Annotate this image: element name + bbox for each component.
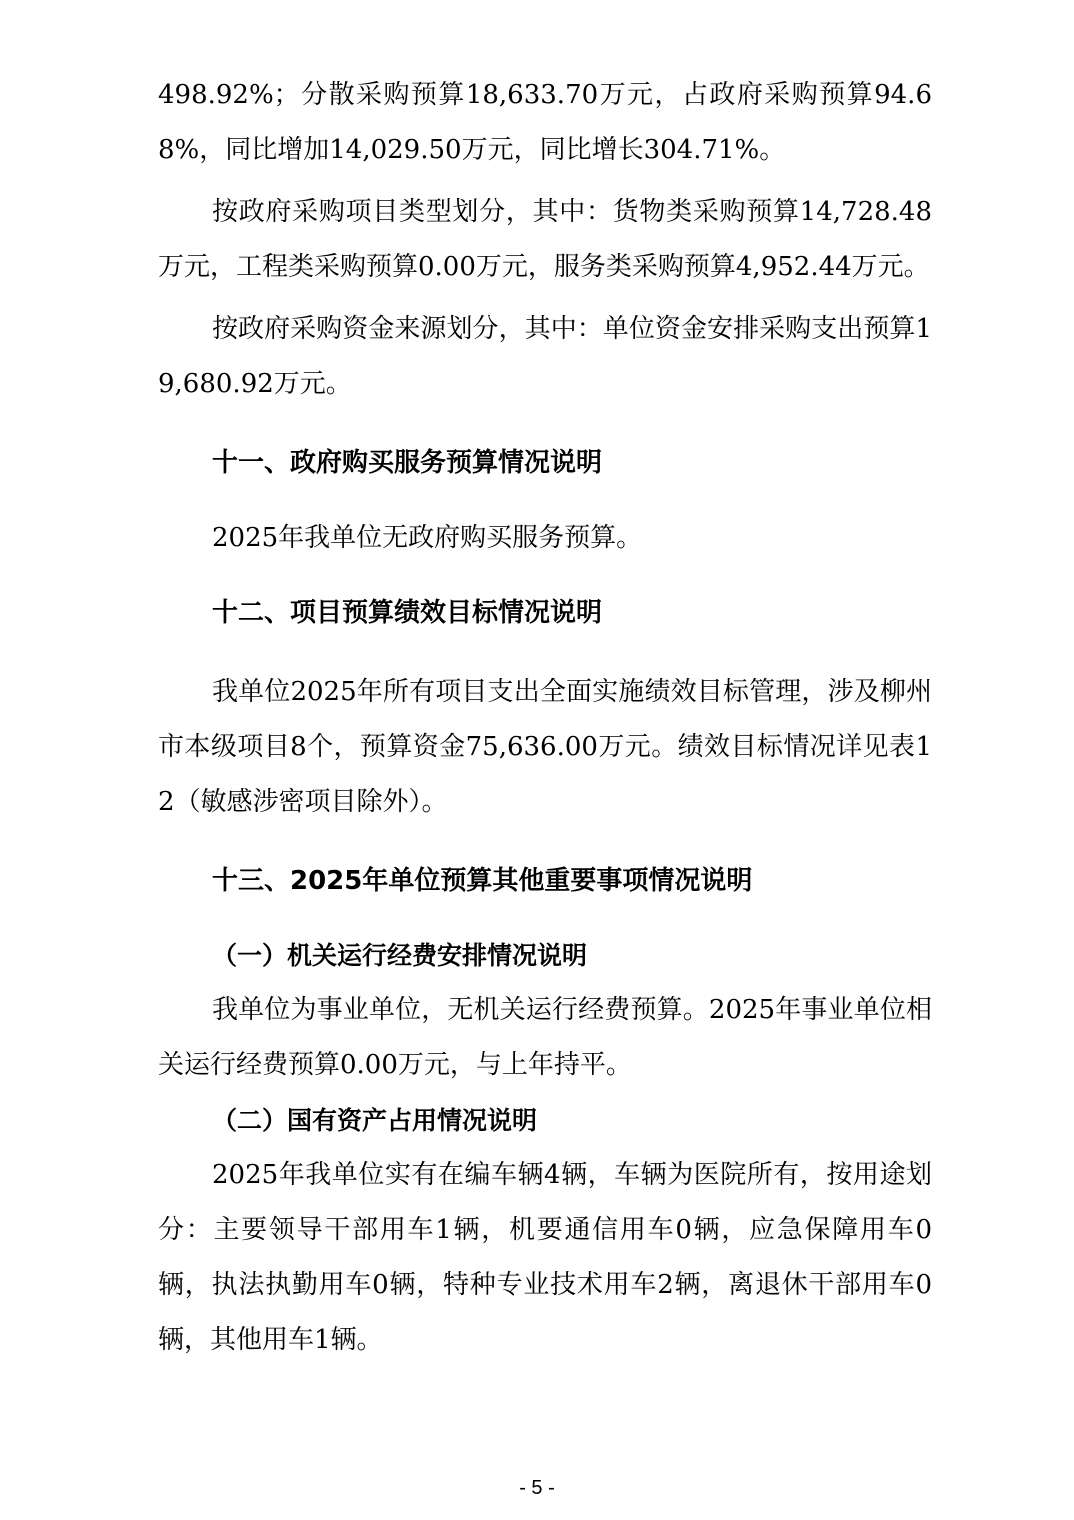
- section-heading-11: 十一、政府购买服务预算情况说明: [212, 448, 603, 478]
- operating-expense-paragraph: 我单位为事业单位，无机关运行经费预算。2025年事业单位相关运行经费预算0.00万元，与上年持平。: [158, 995, 932, 1080]
- page-number: - 5 -: [519, 1477, 555, 1499]
- procurement-source-paragraph: 按政府采购资金来源划分，其中：单位资金安排采购支出预算19,680.92万元。: [158, 314, 932, 399]
- state-assets-paragraph: 2025年我单位实有在编车辆4辆，车辆为医院所有，按用途划分：主要领导干部用车1辆，机要通信用车0辆，应急保障用车0辆，执法执勤用车0辆，特种专业技术用车2辆，离退休干部用车0辆，其他用车1辆。: [158, 1160, 932, 1355]
- subsection-heading-1: （一）机关运行经费安排情况说明: [212, 941, 588, 970]
- procurement-continued-paragraph: 498.92%；分散采购预算18,633.70万元，占政府采购预算94.68%，同比增加14,029.50万元，同比增长304.71%。: [158, 80, 932, 165]
- subsection-heading-2: （二）国有资产占用情况说明: [212, 1106, 538, 1135]
- page-content: [158, 68, 932, 1368]
- procurement-type-paragraph: 按政府采购项目类型划分，其中：货物类采购预算14,728.48万元，工程类采购预算0.00万元，服务类采购预算4,952.44万元。: [158, 197, 932, 282]
- section-heading-13: 十三、2025年单位预算其他重要事项情况说明: [212, 866, 753, 896]
- purchase-service-paragraph: 2025年我单位无政府购买服务预算。: [212, 523, 643, 553]
- section-heading-12: 十二、项目预算绩效目标情况说明: [212, 598, 603, 628]
- performance-goals-paragraph: 我单位2025年所有项目支出全面实施绩效目标管理，涉及柳州市本级项目8个，预算资金75,636.00万元。绩效目标情况详见表12（敏感涉密项目除外）。: [158, 677, 932, 817]
